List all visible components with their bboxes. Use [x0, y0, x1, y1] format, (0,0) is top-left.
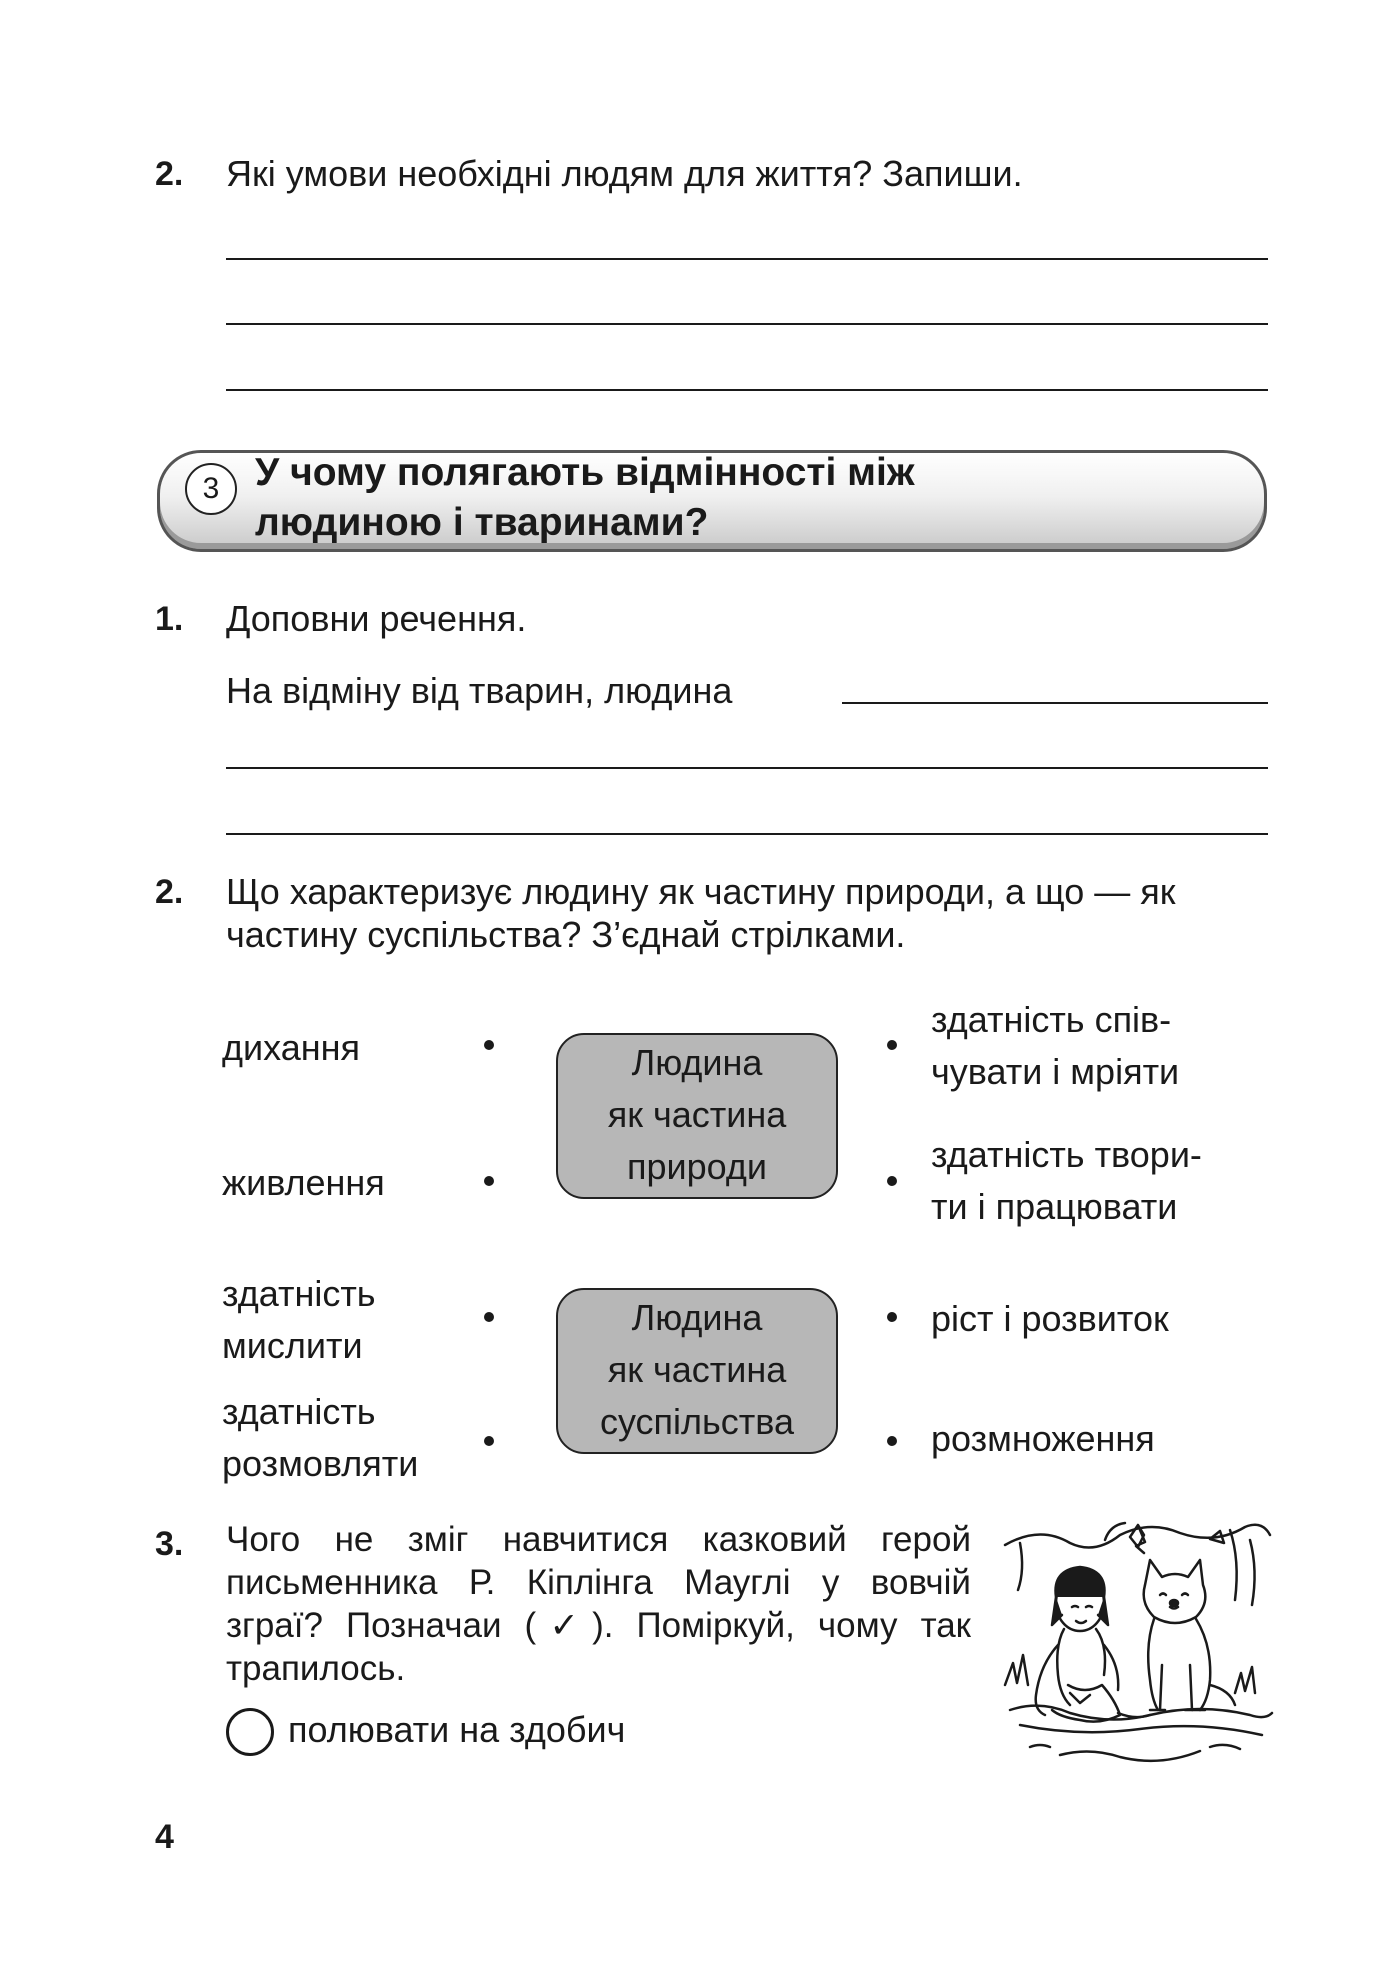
section-number-badge: 3	[185, 463, 237, 515]
option-label: полювати на здобич	[288, 1709, 626, 1750]
left-item: живлення	[222, 1162, 385, 1203]
task-number: 2.	[155, 873, 184, 911]
left-item-line: мислити	[222, 1325, 363, 1366]
task-question: Які умови необхідні людям для життя? Запиши.	[226, 153, 1023, 194]
connector-dot[interactable]	[484, 1176, 494, 1186]
task-question-line: письменника Р. Кіплінга Мауглі у вовчій	[226, 1563, 971, 1602]
section-title	[255, 448, 915, 548]
task-question-line: зграї? Позначаи (✓). Поміркуй, чому так	[226, 1606, 971, 1645]
task-question-line: частину суспільства? З’єднай стрілками.	[226, 914, 906, 955]
right-item: розмноження	[931, 1418, 1155, 1459]
task-number: 2.	[155, 155, 184, 193]
answer-line[interactable]	[226, 258, 1268, 260]
answer-line[interactable]	[226, 767, 1268, 769]
task-question-line: Що характеризує людину як частину природи, а що — як	[226, 871, 1176, 912]
box-line: як частина	[607, 1349, 787, 1390]
left-item	[222, 1271, 376, 1368]
answer-line[interactable]	[226, 833, 1268, 835]
page-number: 4	[155, 1818, 174, 1856]
connector-dot[interactable]	[484, 1436, 494, 1446]
left-item-line: здатність	[222, 1273, 376, 1314]
option-checkbox[interactable]	[226, 1708, 274, 1756]
task-number: 3.	[155, 1525, 184, 1563]
left-item	[222, 1389, 418, 1486]
task-question	[226, 1518, 971, 1690]
right-item-line: здатність твори-	[931, 1134, 1202, 1175]
box-line: Людина	[631, 1042, 763, 1083]
connector-dot[interactable]	[887, 1176, 897, 1186]
answer-line[interactable]	[226, 323, 1268, 325]
box-line: Людина	[631, 1297, 763, 1338]
left-item-line: здатність	[222, 1391, 376, 1432]
right-item-line: здатність спів-	[931, 999, 1172, 1040]
right-item-line: ти і працювати	[931, 1186, 1178, 1227]
connector-dot[interactable]	[484, 1040, 494, 1050]
connector-dot[interactable]	[484, 1312, 494, 1322]
box-human-nature	[556, 1033, 838, 1199]
section-title-line: людиною і тваринами?	[255, 501, 709, 544]
box-line: як частина	[607, 1094, 787, 1135]
task-instruction: Доповни речення.	[226, 598, 527, 639]
right-item-line: чувати і мріяти	[931, 1051, 1180, 1092]
task-question-line: трапилось.	[226, 1649, 406, 1688]
sentence-start: На відміну від тварин, людина	[226, 670, 733, 711]
left-item-line: розмовляти	[222, 1443, 419, 1484]
box-line: природи	[627, 1146, 767, 1187]
connector-dot[interactable]	[887, 1436, 897, 1446]
connector-dot[interactable]	[887, 1040, 897, 1050]
section-title-line: У чому полягають відмінності між	[255, 451, 915, 494]
box-human-society	[556, 1288, 838, 1454]
connector-dot[interactable]	[887, 1312, 897, 1322]
answer-line[interactable]	[226, 389, 1268, 391]
task-number: 1.	[155, 600, 184, 638]
right-item	[931, 1132, 1202, 1229]
answer-line[interactable]	[842, 702, 1268, 704]
box-line: суспільства	[599, 1401, 795, 1442]
right-item	[931, 997, 1179, 1094]
right-item: ріст і розвиток	[931, 1298, 1169, 1339]
task-question-line: Чого не зміг навчитися казковий герой	[226, 1520, 971, 1559]
left-item: дихання	[222, 1027, 360, 1068]
mowgli-wolf-illustration	[1000, 1515, 1275, 1775]
